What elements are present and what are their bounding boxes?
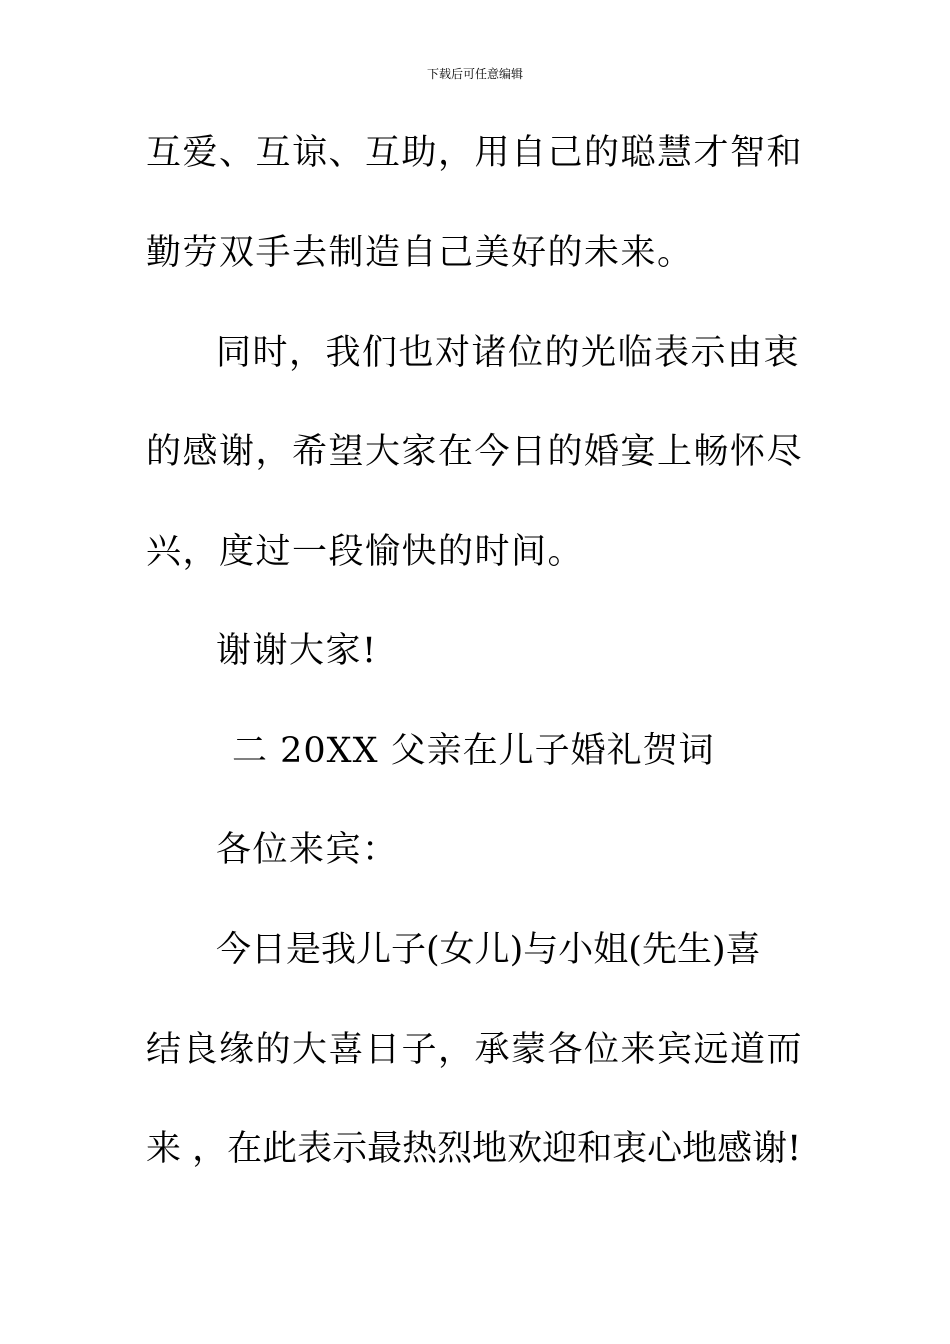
body-line-10: 结良缘的大喜日子，承蒙各位来宾远道而: [146, 1030, 804, 1070]
body-line-11: 来 ，在此表示最热烈地欢迎和衷心地感谢!: [146, 1129, 802, 1169]
body-line-5: 兴，度过一段愉快的时间。: [146, 532, 585, 572]
body-line-2: 勤劳双手去制造自己美好的未来。: [146, 233, 694, 273]
page-header: 下载后可任意编辑: [426, 67, 523, 81]
body-line-3: 同时，我们也对诸位的光临表示由衷: [216, 333, 801, 373]
body-line-9: 今日是我儿子(女儿)与小姐(先生)喜: [216, 930, 761, 970]
body-line-6: 谢谢大家!: [216, 631, 378, 671]
salutation: 各位来宾：: [216, 830, 399, 870]
body-line-1: 互爱、互谅、互助，用自己的聪慧才智和: [146, 133, 804, 173]
body-line-4: 的感谢，希望大家在今日的婚宴上畅怀尽: [146, 432, 804, 472]
section-heading: 二 20XX 父亲在儿子婚礼贺词: [232, 731, 715, 771]
